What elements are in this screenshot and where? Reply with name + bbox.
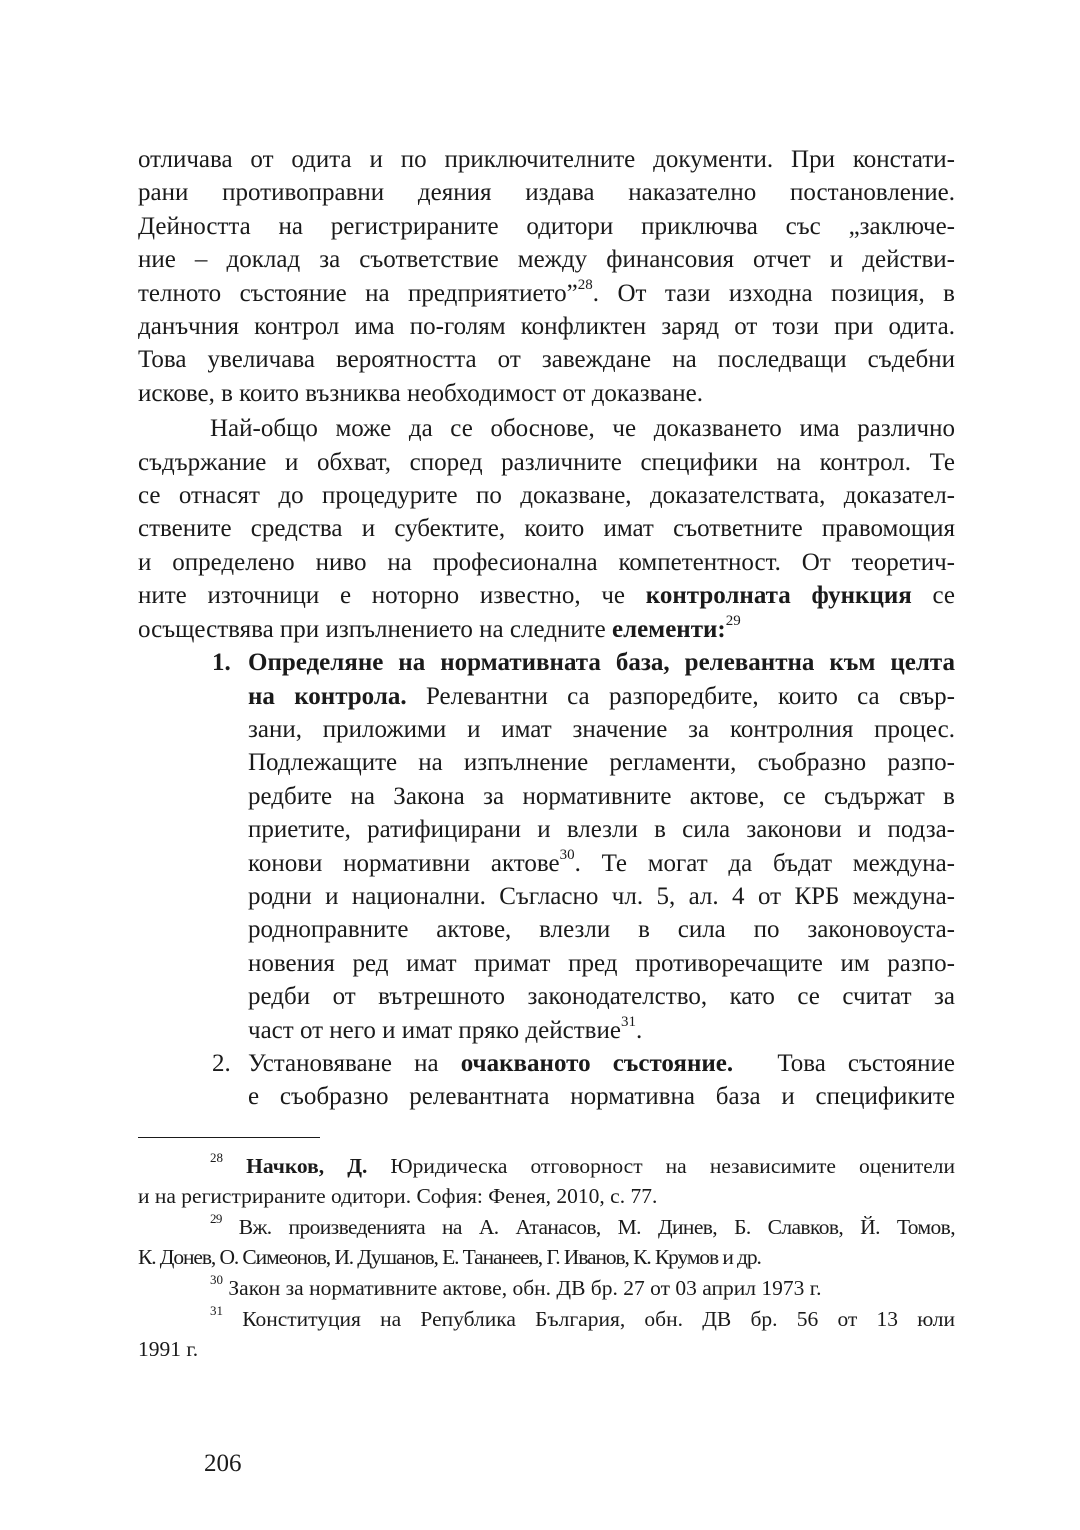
text-run: Закон за нормативните актове, обн. ДВ бр. 27 от 03 април 1973 г.	[223, 1276, 822, 1300]
text-run: осъществява при изпълнението на следните	[138, 615, 612, 643]
text-line	[248, 1047, 955, 1080]
text-line: се отнасят до процедурите по доказване, доказателствата, доказател-	[138, 482, 955, 510]
text-line: редби от вътрешното законодателство, като се считат за	[248, 983, 955, 1011]
text-line	[138, 579, 955, 612]
text-line	[138, 1273, 955, 1303]
text-run: Вж. произведенията на А. Атанасов, М. Динев, Б. Славков, Й. Томов,	[221, 1215, 955, 1239]
page-number: 206	[204, 1450, 242, 1477]
text-line: родноправните актове, влезли в сила по законовоуста-	[248, 916, 955, 944]
footnote-31	[138, 1304, 955, 1364]
text-line: новения ред имат примат пред противоречащите им разпо-	[248, 949, 955, 977]
text-line: ствените средства и субектите, които имат съответните правомощия	[138, 515, 955, 543]
text-run: . Те могат да бъдат междуна-	[574, 849, 955, 877]
footnote-ref-29[interactable]: 29	[725, 613, 741, 630]
footnote-ref-28[interactable]: 28	[577, 277, 593, 294]
text-line: зани, приложими и имат значение за контролния процес.	[248, 715, 955, 743]
footnote-separator	[138, 1137, 320, 1138]
text-line: рани противоправни деяния издава наказателно постановление.	[138, 179, 955, 207]
text-line: данъчния контрол има по-голям конфликтен заряд от този при одита.	[138, 313, 955, 341]
footnote-author: Начков, Д.	[246, 1154, 368, 1178]
text-run: част от него и имат пряко действие	[248, 1016, 621, 1044]
text-line: редбите на Закона за нормативните актове, се съдържат в	[248, 782, 955, 810]
text-line: Това увеличава вероятността от завеждане на последващи съдебни	[138, 346, 955, 374]
text-line: Подлежащите на изпълнение регламенти, съобразно разпо-	[248, 749, 955, 777]
text-line: Най-общо може да се обоснове, че доказването има различно	[210, 415, 955, 443]
text-line	[138, 1212, 955, 1242]
text-line	[248, 1014, 955, 1047]
text-run: Юридическа отговорност на независимите оценители	[367, 1154, 955, 1178]
bold-term: елементи:	[611, 615, 726, 643]
text-line: родни и национални. Съгласно чл. 5, ал. 4 от КРБ междуна-	[248, 882, 955, 910]
footnote-mark: 30	[210, 1271, 223, 1287]
text-run: . От тази изходна позиция, в	[592, 279, 955, 307]
text-line	[248, 680, 955, 713]
text-line	[138, 1151, 955, 1181]
text-line: искове, в които възниква необходимост от доказване.	[138, 379, 703, 407]
text-line: отличава от одита и по приключителните документи. При констати-	[138, 146, 955, 173]
text-line: Определяне на нормативната база, релевантна към целта	[248, 649, 955, 677]
text-line: и определено ниво на професионална компетентност. От теоретич-	[138, 548, 955, 576]
text-run: конови нормативни актове	[248, 849, 560, 877]
text-line	[248, 847, 955, 880]
bold-term: на контрола.	[248, 682, 407, 710]
list-item	[138, 646, 955, 1047]
text-line: съдържание и обхват, според различните специфики на контрол. Те	[138, 448, 955, 476]
list-number: 2.	[212, 1049, 231, 1077]
text-run: Това състояние	[733, 1049, 955, 1077]
paragraph-proof	[138, 412, 955, 646]
text-line: приетите, ратифицирани и влезли в сила законови и подза-	[248, 816, 955, 844]
text-run: ните източници е нотoрно известно, че	[138, 582, 646, 610]
text-line: Дейността на регистрираните одитори приключва със „заключе-	[138, 212, 955, 240]
page-body	[138, 143, 955, 1114]
footnotes	[138, 1151, 955, 1365]
footnote-29	[138, 1212, 955, 1272]
footnote-mark: 28	[210, 1149, 223, 1165]
text-line	[138, 613, 955, 646]
text-line: и на регистрираните одитори. София: Фенея, 2010, с. 77.	[138, 1184, 658, 1208]
text-line: е съобразно релевантната нормативна база и спецификите	[248, 1083, 955, 1111]
bold-term: очакваното състояние.	[460, 1049, 734, 1077]
list-number: 1.	[212, 649, 231, 677]
footnote-mark: 31	[210, 1302, 223, 1318]
text-run: се	[911, 582, 956, 610]
text-line: К. Донев, О. Симеонов, И. Душанов, Е. Тананеев, Г. Иванов, К. Крумов и др.	[138, 1245, 761, 1269]
footnote-ref-30[interactable]: 30	[559, 847, 575, 864]
footnote-mark: 29	[210, 1210, 222, 1226]
text-line: 1991 г.	[138, 1337, 199, 1361]
text-line	[138, 1304, 955, 1334]
footnote-28	[138, 1151, 955, 1211]
bold-term: контролната функция	[645, 582, 912, 610]
text-line: ние – доклад за съответствие между финансовия отчет и действи-	[138, 246, 955, 274]
text-run: Установяване на	[248, 1049, 461, 1077]
text-run: Релевантни са разпоредбите, които са свър-	[406, 682, 955, 710]
text-run: телното състояние на предприятието”	[138, 279, 578, 307]
footnote-30	[138, 1273, 955, 1303]
list-item	[138, 1047, 955, 1114]
text-run: Конституция на Република България, обн. ДВ бр. 56 от 13 юли	[223, 1307, 955, 1331]
footnote-ref-31[interactable]: 31	[620, 1014, 636, 1031]
text-line	[138, 277, 955, 310]
text-run: .	[635, 1016, 643, 1044]
elements-list	[138, 646, 955, 1114]
paragraph-continued	[138, 143, 955, 410]
